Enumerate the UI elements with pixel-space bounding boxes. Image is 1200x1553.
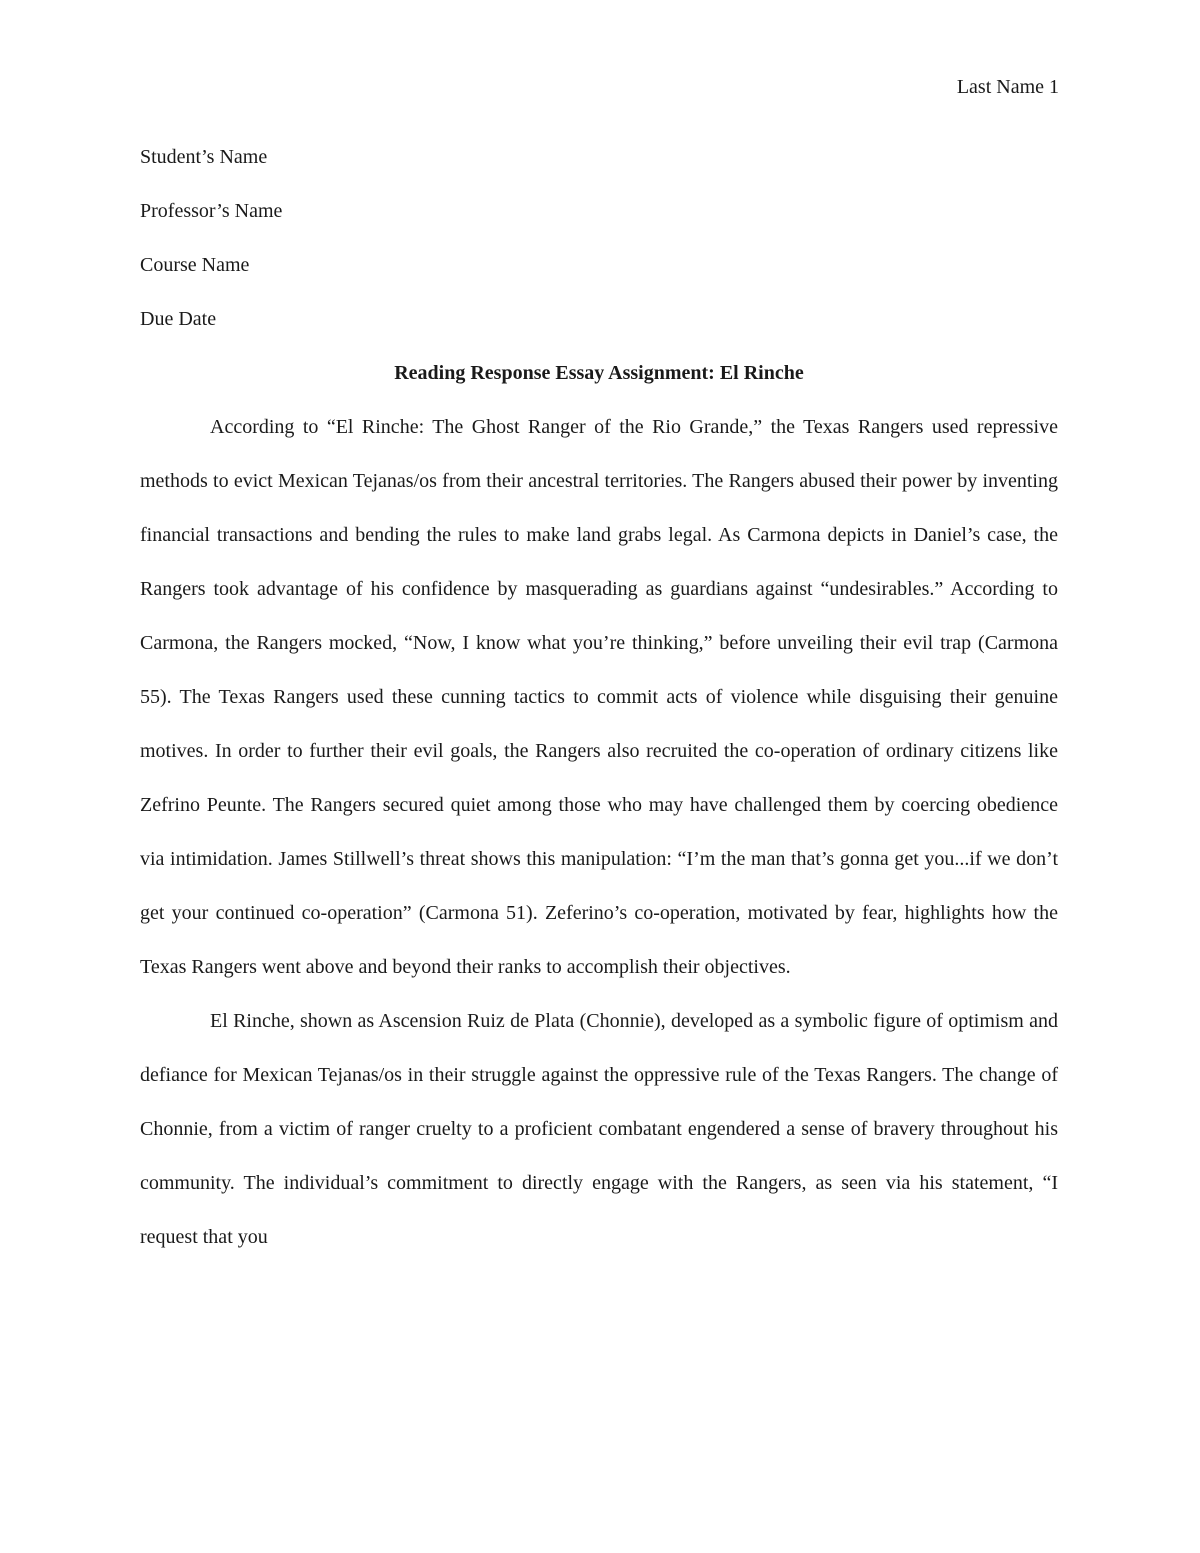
student-name: Student’s Name	[140, 146, 268, 168]
due-date: Due Date	[140, 308, 217, 330]
paragraph-1: According to “El Rinche: The Ghost Ranger of the Rio Grande,” the Texas Rangers used repressive methods to evict Mexican Tejanas/os from their ancestral territories. The Rangers abused their power by inventing financial transactions and bending the rules to make land grabs legal. As Carmona depicts in Daniel’s case, the Rangers took advantage of his confidence by masquerading as guardians against “undesirables.” According to Carmona, the Rangers mocked, “Now, I know what you’re thinking,” before unveiling their evil trap (Carmona 55). The Texas Rangers used these cunning tactics to commit acts of violence while disguising their genuine motives. In order to further their evil goals, the Rangers also recruited the co-operation of ordinary citizens like Zefrino Peunte. The Rangers secured quiet among those who may have challenged them by coercing obedience via intimidation. James Stillwell’s threat shows this manipulation: “I’m the man that’s gonna get you...if we don’t get your continued co-operation” (Carmona 51). Zeferino’s co-operation, motivated by fear, highlights how the Texas Rangers went above and beyond their ranks to accomplish their objectives.	[140, 416, 1058, 978]
document-body	[140, 130, 1058, 1264]
essay-title: Reading Response Essay Assignment: El Rinche	[394, 362, 804, 384]
running-head: Last Name 1	[956, 76, 1059, 98]
paragraph-2: El Rinche, shown as Ascension Ruiz de Plata (Chonnie), developed as a symbolic figure of optimism and defiance for Mexican Tejanas/os in their struggle against the oppressive rule of the Texas Rangers. The change of Chonnie, from a victim of ranger cruelty to a proficient combatant engendered a sense of bravery throughout his community. The individual’s commitment to directly engage with the Rangers, as seen via his statement, “I request that you	[140, 1010, 1058, 1248]
course-name: Course Name	[140, 254, 250, 276]
professor-name: Professor’s Name	[140, 200, 283, 222]
